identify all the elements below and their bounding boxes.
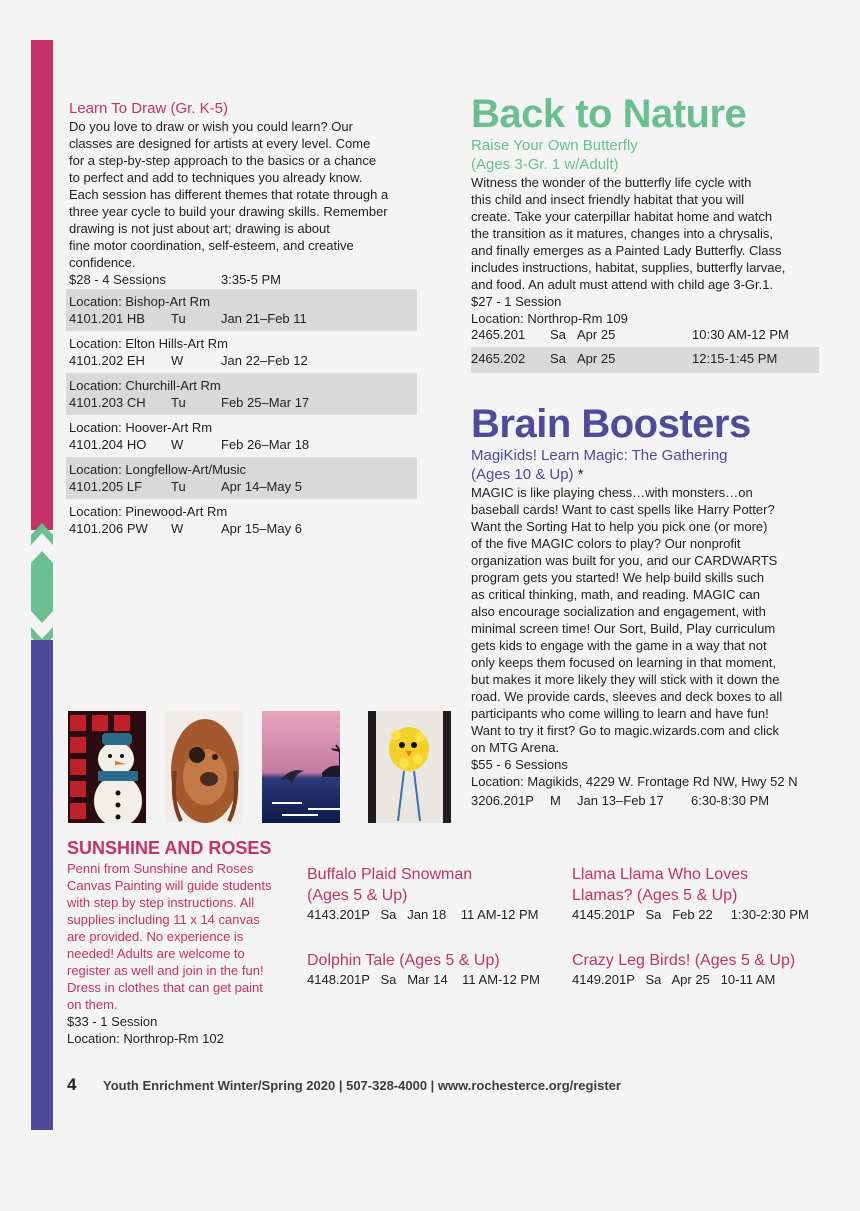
back-to-nature-subtitle: Raise Your Own Butterfly (471, 137, 638, 154)
desc-line: are provided. No experience is (67, 929, 244, 944)
session-row (66, 415, 417, 457)
session-dates: Jan 22–Feb 12 (221, 353, 308, 368)
desc-line: three year cycle to build your drawing skills. Remember (69, 204, 388, 219)
session-dates: Jan 13–Feb 17 (577, 793, 664, 808)
session-day: Tu (171, 395, 186, 410)
session-date: Apr 25 (577, 351, 616, 366)
desc-line: baseball cards! Want to cast spells like Harry Potter? (471, 502, 775, 517)
session-day: M (550, 793, 561, 808)
session-code: 3206.201P (471, 793, 534, 808)
brain-boosters-ages-row (471, 465, 843, 484)
desc-line: and food. An adult must attend with child age 3-Gr.1. (471, 277, 774, 292)
session-row (471, 791, 843, 811)
session-time: 10:30 AM-12 PM (692, 327, 789, 342)
desc-line: on them. (67, 997, 118, 1012)
back-to-nature-section (471, 92, 831, 327)
dolphin-painting (262, 711, 340, 823)
learn-to-draw-title: Learn To Draw (Gr. K-5) (69, 100, 228, 117)
session-code: 4101.201 HB (69, 311, 145, 326)
desc-line: includes instructions, habitat, supplies, butterfly larvae, (471, 260, 786, 275)
session-code: 2465.201 (471, 327, 526, 342)
session-day: Tu (171, 311, 186, 326)
brain-boosters-subtitle: MagiKids! Learn Magic: The Gathering (471, 447, 728, 464)
session-code: 4101.202 EH (69, 353, 145, 368)
desc-line: and finally emerges as a Painted Lady Butterfly. Class (471, 243, 782, 258)
sunshine-description (67, 860, 307, 1013)
page-footer (67, 1075, 621, 1095)
class-ages: Llamas? (Ages 5 & Up) (572, 887, 738, 904)
desc-line: of the five MAGIC colors to play? Our nonprofit (471, 536, 741, 551)
desc-line: Canvas Painting will guide students (67, 878, 272, 893)
sunshine-price: $33 - 1 Session (67, 1014, 158, 1029)
desc-line: as critical thinking, math, and reading. MAGIC can (471, 587, 761, 602)
desc-line: confidence. (69, 255, 136, 270)
desc-line: Penni from Sunshine and Roses (67, 861, 254, 876)
session-dates: Apr 14–May 5 (221, 479, 302, 494)
desc-line: on MTG Arena. (471, 740, 560, 755)
session-dates: Apr 15–May 6 (221, 521, 302, 536)
session-row (471, 324, 819, 347)
session-day: Sa (550, 351, 566, 366)
session-row (66, 289, 417, 331)
desc-line: also encourage socialization and engagement, with (471, 604, 766, 619)
learn-to-draw-price-row (69, 271, 419, 288)
desc-line: classes are designed for artists at every level. Come (69, 136, 371, 151)
sunshine-section (67, 837, 307, 1047)
asterisk: * (573, 466, 584, 483)
desc-line: to perfect and add to techniques you already know. (69, 170, 363, 185)
page-number: 4 (67, 1075, 77, 1094)
class-schedule: 4149.201P Sa Apr 25 10-11 AM (572, 972, 776, 987)
desc-line: the transition as it matures, changes into a chrysalis, (471, 226, 774, 241)
session-code: 4101.204 HO (69, 437, 147, 452)
desc-line: program gets you started! We help build skills such (471, 570, 765, 585)
bird-painting (368, 711, 451, 823)
brain-boosters-description (471, 484, 843, 756)
session-code: 4101.206 PW (69, 521, 148, 536)
session-row (471, 347, 819, 373)
class-title: Crazy Leg Birds! (Ages 5 & Up) (572, 952, 796, 969)
session-day: W (171, 521, 184, 536)
session-day: W (171, 353, 184, 368)
brain-boosters-price: $55 - 6 Sessions (471, 757, 568, 772)
session-day: Tu (171, 479, 186, 494)
sunshine-title: SUNSHINE AND ROSES (67, 838, 272, 858)
desc-line: this child and insect friendly habitat that you will (471, 192, 745, 207)
session-row (66, 499, 417, 541)
price: $28 - 4 Sessions (69, 272, 166, 287)
desc-line: with step by step instructions. All (67, 895, 255, 910)
session-dates: Feb 26–Mar 18 (221, 437, 310, 452)
class-ages: (Ages 5 & Up) (307, 887, 408, 904)
side-bar-pink (31, 40, 53, 530)
desc-line: fine motor coordination, self-esteem, and creative (69, 238, 354, 253)
back-to-nature-location: Location: Northrop-Rm 109 (471, 311, 628, 326)
footer-text: Youth Enrichment Winter/Spring 2020 | 507-328-4000 | www.rochesterce.org/register (103, 1078, 621, 1093)
back-to-nature-ages: (Ages 3-Gr. 1 w/Adult) (471, 156, 619, 173)
class-schedule: 4143.201P Sa Jan 18 11 AM-12 PM (307, 907, 539, 922)
session-location: Location: Elton Hills-Art Rm (69, 336, 228, 351)
brain-boosters-heading: Brain Boosters (471, 402, 751, 446)
class-title: Llama Llama Who Loves (572, 866, 749, 883)
desc-line: gets kids to engage with the game in a way that not (471, 638, 767, 653)
session-location: Location: Bishop-Art Rm (69, 294, 210, 309)
class-buffalo-plaid (307, 864, 569, 923)
desc-line: Do you love to draw or wish you could learn? Our (69, 119, 353, 134)
back-to-nature-sessions (471, 324, 819, 373)
session-code: 2465.202 (471, 351, 526, 366)
session-row (66, 457, 417, 499)
session-location: Location: Longfellow-Art/Music (69, 462, 247, 477)
session-time: 6:30-8:30 PM (691, 793, 770, 808)
brain-boosters-location: Location: Magikids, 4229 W. Frontage Rd NW, Hwy 52 N (471, 774, 798, 789)
desc-line: only keeps them focused on learning in that moment, (471, 655, 776, 670)
brain-boosters-section (471, 402, 843, 811)
desc-line: drawing is not just about art; drawing is about (69, 221, 330, 236)
side-bar-purple (31, 640, 53, 1130)
session-day: W (171, 437, 184, 452)
desc-line: Witness the wonder of the butterfly life cycle with (471, 175, 752, 190)
session-location: Location: Churchill-Art Rm (69, 378, 221, 393)
class-crazy-leg-birds (572, 950, 842, 988)
class-schedule: 4145.201P Sa Feb 22 1:30-2:30 PM (572, 907, 809, 922)
desc-line: but makes it more likely they will stick with it down the (471, 672, 780, 687)
session-day: Sa (550, 327, 566, 342)
time: 3:35-5 PM (221, 272, 281, 287)
desc-line: register as well and join in the fun! (67, 963, 264, 978)
session-dates: Jan 21–Feb 11 (221, 311, 307, 326)
session-time: 12:15-1:45 PM (692, 351, 778, 366)
back-to-nature-price: $27 - 1 Session (471, 294, 562, 309)
learn-to-draw-description (69, 118, 419, 271)
sunshine-location: Location: Northrop-Rm 102 (67, 1031, 224, 1046)
brain-boosters-ages: (Ages 10 & Up) (471, 466, 574, 483)
class-schedule: 4148.201P Sa Mar 14 11 AM-12 PM (307, 972, 540, 987)
class-llama (572, 864, 842, 923)
llama-painting (165, 711, 243, 823)
desc-line: MAGIC is like playing chess…with monsters…on (471, 485, 753, 500)
desc-line: needed! Adults are welcome to (67, 946, 245, 961)
desc-line: Each session has different themes that rotate through a (69, 187, 389, 202)
class-title: Buffalo Plaid Snowman (307, 866, 473, 883)
session-date: Apr 25 (577, 327, 616, 342)
back-to-nature-heading: Back to Nature (471, 92, 747, 136)
desc-line: participants who come willing to learn and have fun! (471, 706, 769, 721)
back-to-nature-description (471, 174, 831, 293)
desc-line: minimal screen time! Our Sort, Build, Play curriculum (471, 621, 776, 636)
desc-line: Want the Sorting Hat to help you pick one (or more) (471, 519, 768, 534)
desc-line: supplies including 11 x 14 canvas (67, 912, 260, 927)
session-dates: Feb 25–Mar 17 (221, 395, 310, 410)
desc-line: create. Take your caterpillar habitat home and watch (471, 209, 773, 224)
class-dolphin (307, 950, 569, 988)
session-row (66, 373, 417, 415)
snowman-painting (68, 711, 146, 823)
desc-line: Dress in clothes that can get paint (67, 980, 263, 995)
class-title: Dolphin Tale (Ages 5 & Up) (307, 952, 500, 969)
session-code: 4101.203 CH (69, 395, 146, 410)
desc-line: for a step-by-step approach to the basics or a chance (69, 153, 377, 168)
desc-line: Want to try it first? Go to magic.wizards.com and click (471, 723, 779, 738)
desc-line: organization was built for you, and our CARDWARTS (471, 553, 778, 568)
learn-to-draw-section (69, 99, 419, 292)
learn-to-draw-sessions (66, 289, 417, 541)
session-location: Location: Pinewood-Art Rm (69, 504, 228, 519)
side-bar-chevrons (31, 515, 53, 657)
session-row (66, 331, 417, 373)
session-code: 4101.205 LF (69, 479, 143, 494)
session-location: Location: Hoover-Art Rm (69, 420, 213, 435)
desc-line: road. We provide cards, sleeves and deck boxes to all (471, 689, 783, 704)
